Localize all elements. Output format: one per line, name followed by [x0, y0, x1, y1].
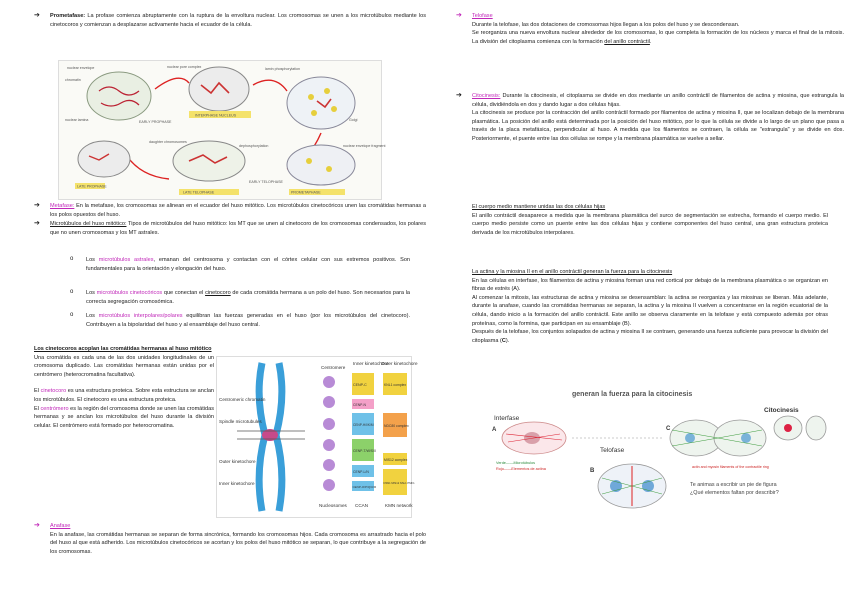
fig2-outer-label: MIS12 complex [384, 458, 408, 462]
arrow-bullet-icon: ➔ [34, 522, 40, 529]
fig2-inner-label: CENP-L/N [353, 470, 369, 474]
fig1-label: EARLY PROPHASE [139, 120, 172, 124]
item-text: que conectan el [162, 290, 206, 296]
fig3-A: A [492, 427, 497, 433]
fig3-prompt2: ¿Qué elementos faltan por describir? [690, 490, 779, 496]
fig3-header: generan la fuerza para la citocinesis [572, 391, 693, 398]
metafase-title: Metafase: [50, 203, 75, 209]
fig2-outer-label: NDC80 complex [384, 424, 409, 428]
prometafase-title: Prometafase: [50, 13, 86, 19]
arrow-bullet-icon: ➔ [456, 12, 462, 19]
citocinesis-p1: Durante la citocinesis, el citoplasma se divide en dos mediante un anillo contráctil de filamentos de actina y miosina, que estrangula la célula, dividiéndola en dos y dando lugar a dos células hijas. [472, 93, 844, 108]
circle-bullet-icon: o [70, 256, 74, 262]
arrow-bullet-icon: ➔ [34, 12, 40, 19]
fig2-left-label: Outer kinetochore [219, 459, 256, 464]
fig3-ring: actin and myosin filaments of the contractile ring [692, 465, 769, 469]
circle-bullet-icon: o [70, 312, 74, 318]
fig2-col-head: Centromere [321, 365, 346, 370]
cuerpo-title: El cuerpo medio mantiene unidas las dos células hijas [472, 204, 606, 210]
cinetocoros-title: Los cinetocoros acoplan las cromátidas hermanas al huso mitótico [34, 346, 212, 352]
telofase-p2: Se reorganiza una nueva envoltura nuclear alrededor de los cromosomas, lo que completa la formación de los núcleos y marca el final de la mitosis. La división del citoplasma comienza con la formación del anillo contráctil. [472, 30, 844, 45]
actina-section [472, 268, 828, 345]
fig3-C: C [666, 426, 671, 432]
fig1-label: nuclear envelope fragment [343, 144, 386, 148]
microtubulo-item [34, 312, 410, 329]
telofase-section [456, 12, 844, 46]
fig2-left-label: Spindle microtubules [219, 419, 262, 424]
fig3-interfase: Interfase [494, 415, 520, 422]
anafase-title: Anafase [50, 523, 71, 529]
fig2-left-label: Inner kinetochore [219, 481, 255, 486]
fig1-label: lamin phosphorylation [265, 67, 300, 71]
fig1-label: INTERPHASE NUCLEUS [195, 113, 237, 118]
fig2-left-label: Centromeric chromatin [219, 397, 266, 402]
microtubulos-text: Tipos de microtúbulos del huso mitótico: los MT que se unen al cinetocoro de los cromosomas condensados, los polares que no unen cromosomas y los MT astrales. [50, 221, 426, 236]
fig1-label: nuclear pore complex [167, 65, 202, 69]
circle-bullet-icon: o [70, 289, 74, 295]
kinetochore-figure [216, 356, 418, 518]
item-text: equilibran las fuerzas generadas en el huso (por los microtúbulos del cinetocoro). Contribuyen a la bipolaridad del huso y al ensamblaje del huso central. [86, 313, 411, 328]
item-text: , emanan del centrosoma y contactan con el córtex celular con sus extremos positivos. Son fundamentales para la orientación y elongación del huso. [86, 257, 410, 272]
arrow-bullet-icon: ➔ [34, 202, 40, 209]
item-text: Los [86, 290, 97, 296]
fig1-label: Golgi [349, 118, 358, 122]
fig1-label: EARLY TELOPHASE [249, 180, 283, 184]
nuclear-envelope-figure [58, 60, 386, 200]
arrow-bullet-icon: ➔ [34, 220, 40, 227]
item-text: Los [86, 313, 99, 319]
item-highlight: microtúbulos interpolares/polares [98, 313, 183, 319]
fig2-inner-label: CENP-T/W/S/X [353, 449, 377, 453]
fig1-label: PROMETAPHASE [291, 190, 321, 195]
item-text: de cada cromátida hermana a un polo del huso. Son necesarios para la correcta segregación cromosómica. [86, 290, 411, 305]
actina-p3: Después de la telofase, los conjuntos solapados de actina y miosina II se contraen, generando una fuerza suficiente para provocar la división del citoplasma (C). [472, 329, 828, 344]
telofase-p1: Durante la telofase, las dos dotaciones de cromosomas hijos llegan a los polos del huso y se descondensan. [472, 21, 740, 28]
fig2-inner-label: CENP-C [353, 383, 367, 387]
fig2-col-head: Outer kinetochore [381, 361, 418, 366]
actina-title: La actina y la miosina II en el anillo contráctil generan la fuerza para la citocinesis [472, 269, 673, 275]
fig2-bottom-label: Nucleosomes [319, 503, 347, 508]
item-text: Los [86, 257, 99, 263]
fig2-col-head: Inner kinetochore [353, 361, 389, 366]
fig3-prompt1: Te animas a escribir un pie de figura [690, 482, 777, 488]
fig1-label: LATE PROPHASE [77, 184, 107, 189]
arrow-bullet-icon: ➔ [456, 92, 462, 99]
anafase-section [34, 522, 426, 556]
fig2-inner-label: CENP-O/P/Q/U/R [352, 485, 377, 489]
cuerpo-text: El anillo contráctil desaparece a medida que la membrana plasmática del surco de segmentación se estrecha, formando el cuerpo medio. El cuerpo medio persiste como un puente entre las dos células hijas y contiene componentes del huso central, una gran estructura proteica derivada de los microtúbulos interpolares. [472, 212, 828, 236]
cinetocoros-p3: El centrómero es la región del cromosoma donde se unen las cromátidas hermanas y se anclan los microtúbulos del huso durante la división celular. El centrómero está formado por heterocromatina. [34, 405, 214, 429]
fig1-label: chromatin [65, 78, 81, 82]
fig1-label: nuclear envelope [67, 66, 95, 70]
citocinesis-p2: La citocinesis se produce por la contracción del anillo contráctil formado por filamentos de actina y miosina II, que se localizan debajo de la membrana plasmática. La posición del anillo está determinada por la posición del huso mitótico, por lo que la célula se divide a lo largo de un plano que pasa a través de la placa metafásica, perpendicular al huso. A medida que los filamentos se contraen, la célula se "estrangula" y se divide en dos. Posteriormente, el puente entre las dos células se rompe y la membrana plasmática se vuelve a sellar. [472, 110, 844, 142]
fig2-bottom-label: CCAN [355, 503, 369, 508]
actina-p1: En las células en interfase, los filamentos de actina y miosina forman una red cortical por debajo de la membrana plasmática o se organizan en fibras de estrés (A). [472, 277, 828, 293]
fig2-outer-label: DSN1 MIS12 NSL1 PMF1 [383, 482, 415, 485]
metafase-text: En la metafase, los cromosomas se alinean en el ecuador del huso mitótico. Los microtúbulos cinetocóricos unen las cromátidas hermanas a los polos opuestos del huso. [50, 203, 426, 218]
fig2-bottom-label: KMN network [385, 503, 413, 508]
prometafase-section [34, 12, 426, 29]
fig1-label: dephosphorylation [239, 144, 269, 148]
fig3-B: B [590, 468, 595, 474]
cytokinesis-figure [492, 390, 828, 522]
actina-p2: Al comenzar la mitosis, las estructuras de actina y miosina se desensamblan: la actina se reorganiza y las miosinas se liberan. Más adelante, durante la anafase, cuando las cromátidas hermanas se separan, la actina y la miosina II vuelven a concentrarse en la región ecuatorial de la célula, dando inicio a la formación del anillo contráctil. Este anillo se observa claramente en la telofase y está compuesto además por otras proteínas, como la formina, que participan en su ensamblaje (B). [472, 294, 828, 327]
telofase-title: Telofase [472, 13, 493, 19]
fig3-citocinesis: Citocinesis [764, 407, 799, 414]
citocinesis-title: Citocinesis: [472, 93, 501, 99]
citocinesis-section [456, 92, 844, 144]
microtubulos-section [34, 220, 426, 237]
microtubulo-item [34, 289, 410, 306]
fig1-label: nuclear lamina [65, 118, 89, 122]
cinetocoros-p2: El cinetocoro es una estructura proteica. Sobre esta estructura se anclan los microtúbulos. El cinetocoro es una estructura proteica. [34, 388, 214, 403]
item-highlight: microtúbulos astrales [98, 257, 154, 263]
fig1-label: daughter chromosomes [149, 140, 187, 144]
prometafase-text: La profase comienza abruptamente con la ruptura de la envoltura nuclear. Los cromosomas se unen a los microtúbulos mediante los cinetocoros y comienzan a desplazarse activamente hacia el ecuador de la célula. [50, 13, 426, 28]
item-underline: cinetocoro [205, 290, 231, 296]
fig2-inner-label: CENP-N [353, 403, 366, 407]
cinetocoros-section [34, 345, 214, 430]
fig3-telofase: Telofase [600, 447, 625, 454]
fig2-outer-label: KNL1 complex [384, 383, 407, 387]
cinetocoros-p1: Una cromátida es cada una de las dos unidades longitudinales de un cromosoma duplicado. Las cromátidas hermanas están unidas por el centrómero (heterocromatina facultativa). [34, 354, 214, 378]
fig1-label: LATE TELOPHASE [183, 190, 215, 195]
microtubulo-item [34, 256, 410, 273]
fig3-legend2: Rojo——Elementos de actina [496, 467, 546, 471]
microtubulos-title: Microtúbulos del huso mitótico: [50, 221, 127, 227]
item-highlight: microtúbulos cinetocóricos [96, 290, 163, 296]
anafase-text: En la anafase, las cromátidas hermanas se separan de forma sincrónica, formando los cromosomas hijos. Cada cromosoma es arrastrado hacia el polo del huso al que está adherido. Los microtúbulos cinetocóricos se acortan y los polos del huso mitótico se separan, lo que contribuye a la segregación de los cromosomas. [50, 531, 426, 555]
fig2-inner-label: CENP-H/I/K/M [353, 423, 374, 427]
cuerpo-medio-section [472, 203, 828, 237]
fig3-legend1: Verde——Microtúbulos [496, 461, 536, 465]
metafase-section [34, 202, 426, 219]
